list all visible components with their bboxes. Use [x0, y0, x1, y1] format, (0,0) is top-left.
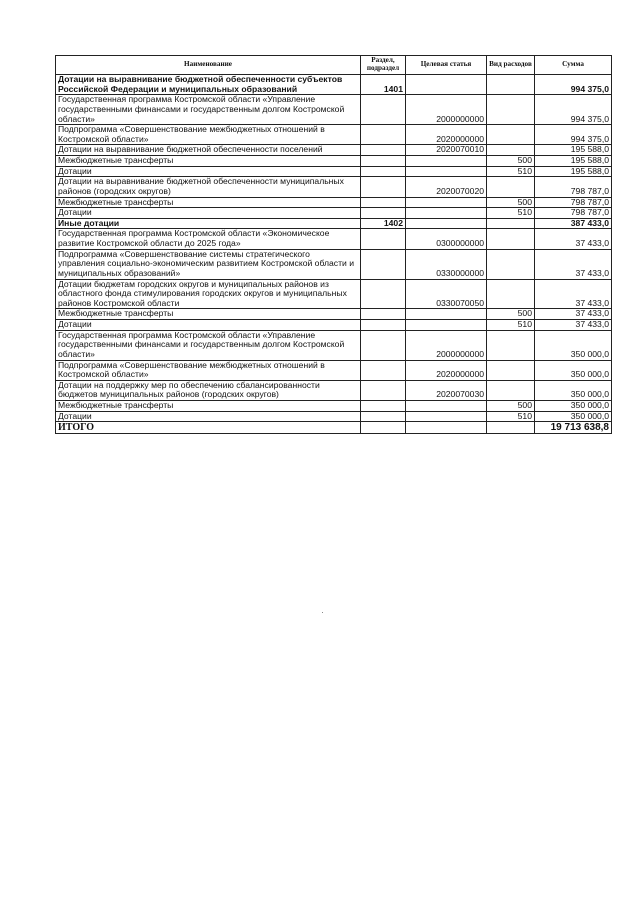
- cell-summa: 350 000,0: [535, 401, 612, 412]
- cell-vid: 510: [487, 411, 535, 422]
- table-row: [56, 401, 612, 412]
- cell-name: Дотации бюджетам городских округов и муниципальных районов из областного фонда стимулирования городских округов и муниципальных районов Костромской области: [56, 279, 361, 309]
- cell-name: Дотации на выравнивание бюджетной обеспеченности субъектов Российской Федерации и муниципальных образований: [56, 75, 361, 95]
- cell-statya: [406, 309, 487, 320]
- table-row: [56, 279, 612, 309]
- table-row: [56, 360, 612, 380]
- cell-vid: 500: [487, 197, 535, 208]
- table-row: [56, 95, 612, 125]
- cell-summa: 37 433,0: [535, 279, 612, 309]
- total-statya-cell: [406, 422, 487, 434]
- cell-razdel: 1402: [361, 218, 406, 229]
- budget-table: [55, 55, 612, 434]
- cell-razdel: [361, 95, 406, 125]
- cell-razdel: [361, 229, 406, 249]
- cell-summa: 195 588,0: [535, 166, 612, 177]
- cell-summa: 350 000,0: [535, 380, 612, 400]
- cell-name: Дотации: [56, 208, 361, 219]
- cell-statya: [406, 218, 487, 229]
- cell-razdel: [361, 330, 406, 360]
- cell-name: Иные дотации: [56, 218, 361, 229]
- cell-statya: [406, 197, 487, 208]
- cell-razdel: [361, 125, 406, 145]
- cell-razdel: [361, 145, 406, 156]
- cell-razdel: [361, 279, 406, 309]
- cell-name: Подпрограмма «Совершенствование межбюджетных отношений в Костромской области»: [56, 360, 361, 380]
- cell-name: Дотации: [56, 411, 361, 422]
- total-label: ИТОГО: [56, 422, 361, 434]
- header-name: Наименование: [56, 56, 361, 75]
- cell-vid: 510: [487, 320, 535, 331]
- header-statya: Целевая статья: [406, 56, 487, 75]
- total-row: [56, 422, 612, 434]
- cell-summa: 195 588,0: [535, 145, 612, 156]
- table-row: [56, 197, 612, 208]
- cell-statya: [406, 411, 487, 422]
- cell-name: Государственная программа Костромской области «Управление государственными финансами и государственным долгом Костромской области»: [56, 95, 361, 125]
- table-row: [56, 177, 612, 197]
- cell-name: Дотации на выравнивание бюджетной обеспеченности поселений: [56, 145, 361, 156]
- cell-name: Подпрограмма «Совершенствование системы стратегического управления социально-экономическим развитием Костромской области и муниципальных образований»: [56, 249, 361, 279]
- cell-vid: [487, 125, 535, 145]
- cell-razdel: [361, 156, 406, 167]
- cell-summa: 350 000,0: [535, 411, 612, 422]
- cell-vid: [487, 95, 535, 125]
- cell-razdel: [361, 197, 406, 208]
- cell-summa: 350 000,0: [535, 360, 612, 380]
- table-row: [56, 309, 612, 320]
- cell-statya: [406, 320, 487, 331]
- cell-statya: [406, 156, 487, 167]
- table-row: [56, 380, 612, 400]
- cell-name: Государственная программа Костромской области «Управление государственными финансами и государственным долгом Костромской области»: [56, 330, 361, 360]
- header-razdel: Раздел, подраздел: [361, 56, 406, 75]
- header-summa: Сумма: [535, 56, 612, 75]
- cell-name: Дотации: [56, 166, 361, 177]
- cell-summa: 37 433,0: [535, 320, 612, 331]
- cell-statya: 0300000000: [406, 229, 487, 249]
- cell-summa: 387 433,0: [535, 218, 612, 229]
- cell-statya: 0330000000: [406, 249, 487, 279]
- cell-name: Государственная программа Костромской области «Экономическое развитие Костромской области до 2025 года»: [56, 229, 361, 249]
- cell-name: Дотации на поддержку мер по обеспечению сбалансированности бюджетов муниципальных районов (городских округов): [56, 380, 361, 400]
- cell-statya: 2020000000: [406, 360, 487, 380]
- cell-name: Дотации: [56, 320, 361, 331]
- cell-razdel: [361, 166, 406, 177]
- cell-vid: [487, 75, 535, 95]
- cell-name: Межбюджетные трансферты: [56, 156, 361, 167]
- table-body: [56, 75, 612, 422]
- table-row: [56, 411, 612, 422]
- cell-razdel: [361, 401, 406, 412]
- cell-statya: 2020070020: [406, 177, 487, 197]
- cell-summa: 798 787,0: [535, 208, 612, 219]
- cell-summa: 994 375,0: [535, 75, 612, 95]
- cell-vid: [487, 177, 535, 197]
- cell-statya: 2020000000: [406, 125, 487, 145]
- cell-vid: 500: [487, 401, 535, 412]
- header-vid: Вид расходов: [487, 56, 535, 75]
- cell-name: Межбюджетные трансферты: [56, 197, 361, 208]
- cell-razdel: [361, 309, 406, 320]
- cell-summa: 37 433,0: [535, 309, 612, 320]
- cell-razdel: [361, 208, 406, 219]
- cell-vid: [487, 380, 535, 400]
- cell-summa: 195 588,0: [535, 156, 612, 167]
- cell-summa: 994 375,0: [535, 125, 612, 145]
- cell-razdel: [361, 380, 406, 400]
- table-row: [56, 229, 612, 249]
- cell-vid: 510: [487, 166, 535, 177]
- table-row: [56, 156, 612, 167]
- table-row: [56, 75, 612, 95]
- cell-name: Межбюджетные трансферты: [56, 309, 361, 320]
- cell-vid: 500: [487, 309, 535, 320]
- cell-statya: [406, 208, 487, 219]
- cell-statya: 2020070030: [406, 380, 487, 400]
- cell-summa: 37 433,0: [535, 249, 612, 279]
- cell-name: Межбюджетные трансферты: [56, 401, 361, 412]
- cell-summa: 350 000,0: [535, 330, 612, 360]
- cell-name: Подпрограмма «Совершенствование межбюджетных отношений в Костромской области»: [56, 125, 361, 145]
- table-row: [56, 249, 612, 279]
- cell-vid: 510: [487, 208, 535, 219]
- cell-statya: [406, 166, 487, 177]
- cell-summa: 37 433,0: [535, 229, 612, 249]
- total-razdel-cell: [361, 422, 406, 434]
- cell-statya: 2000000000: [406, 95, 487, 125]
- cell-name: Дотации на выравнивание бюджетной обеспеченности муниципальных районов (городских округов): [56, 177, 361, 197]
- cell-summa: 994 375,0: [535, 95, 612, 125]
- cell-razdel: [361, 249, 406, 279]
- table-row: [56, 145, 612, 156]
- cell-statya: 2020070010: [406, 145, 487, 156]
- cell-razdel: 1401: [361, 75, 406, 95]
- cell-vid: [487, 145, 535, 156]
- cell-vid: [487, 279, 535, 309]
- scan-speck: [322, 612, 323, 613]
- cell-razdel: [361, 411, 406, 422]
- cell-summa: 798 787,0: [535, 177, 612, 197]
- total-sum: 19 713 638,8: [535, 422, 612, 434]
- cell-razdel: [361, 320, 406, 331]
- table-row: [56, 125, 612, 145]
- cell-statya: [406, 75, 487, 95]
- table-row: [56, 208, 612, 219]
- cell-vid: [487, 330, 535, 360]
- cell-statya: 2000000000: [406, 330, 487, 360]
- cell-razdel: [361, 360, 406, 380]
- table-row: [56, 218, 612, 229]
- cell-vid: [487, 218, 535, 229]
- table-row: [56, 320, 612, 331]
- table-row: [56, 166, 612, 177]
- cell-vid: [487, 249, 535, 279]
- cell-statya: 0330070050: [406, 279, 487, 309]
- cell-vid: [487, 229, 535, 249]
- cell-statya: [406, 401, 487, 412]
- cell-vid: [487, 360, 535, 380]
- cell-razdel: [361, 177, 406, 197]
- cell-vid: 500: [487, 156, 535, 167]
- table-header-row: [56, 56, 612, 75]
- total-vid-cell: [487, 422, 535, 434]
- table-row: [56, 330, 612, 360]
- cell-summa: 798 787,0: [535, 197, 612, 208]
